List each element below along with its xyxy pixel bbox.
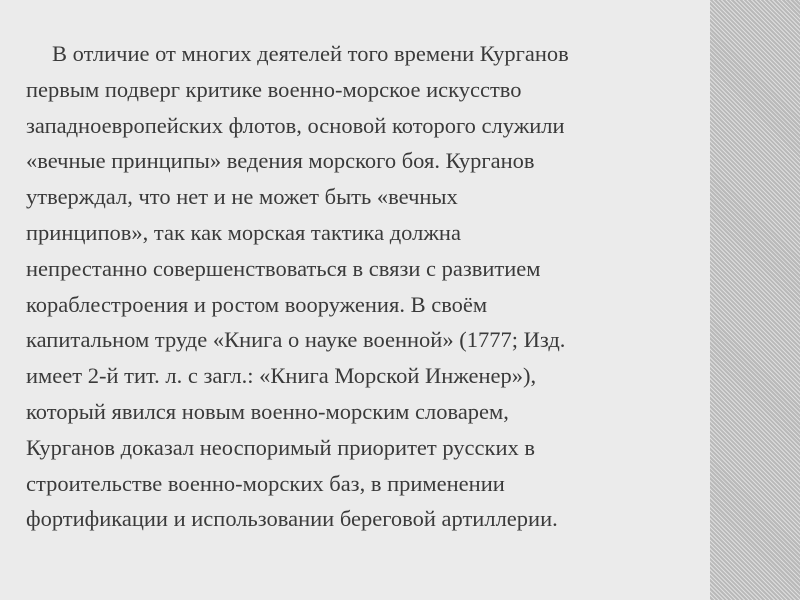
decorative-stripe-band bbox=[710, 0, 800, 600]
body-paragraph: В отличие от многих деятелей того времени Курганов первым подверг критике военно-морское искусство западноевропейских флотов, основой которого служили «вечные принципы» ведения морского боя. Курганов утверждал, что нет и не может быть «вечных принципов», так как морская тактика должна непрестанно совершенствоваться в связи с развитием кораблестроения и ростом вооружения. В своём капитальном труде «Книга о науке военной» (1777; Изд. имеет 2-й тит. л. с загл.: «Книга Морской Инженер»), который явился новым военно-морским словарем, Курганов доказал неоспоримый приоритет русских в строительстве военно-морских баз, в применении фортификации и использовании береговой артиллерии. bbox=[26, 41, 569, 532]
